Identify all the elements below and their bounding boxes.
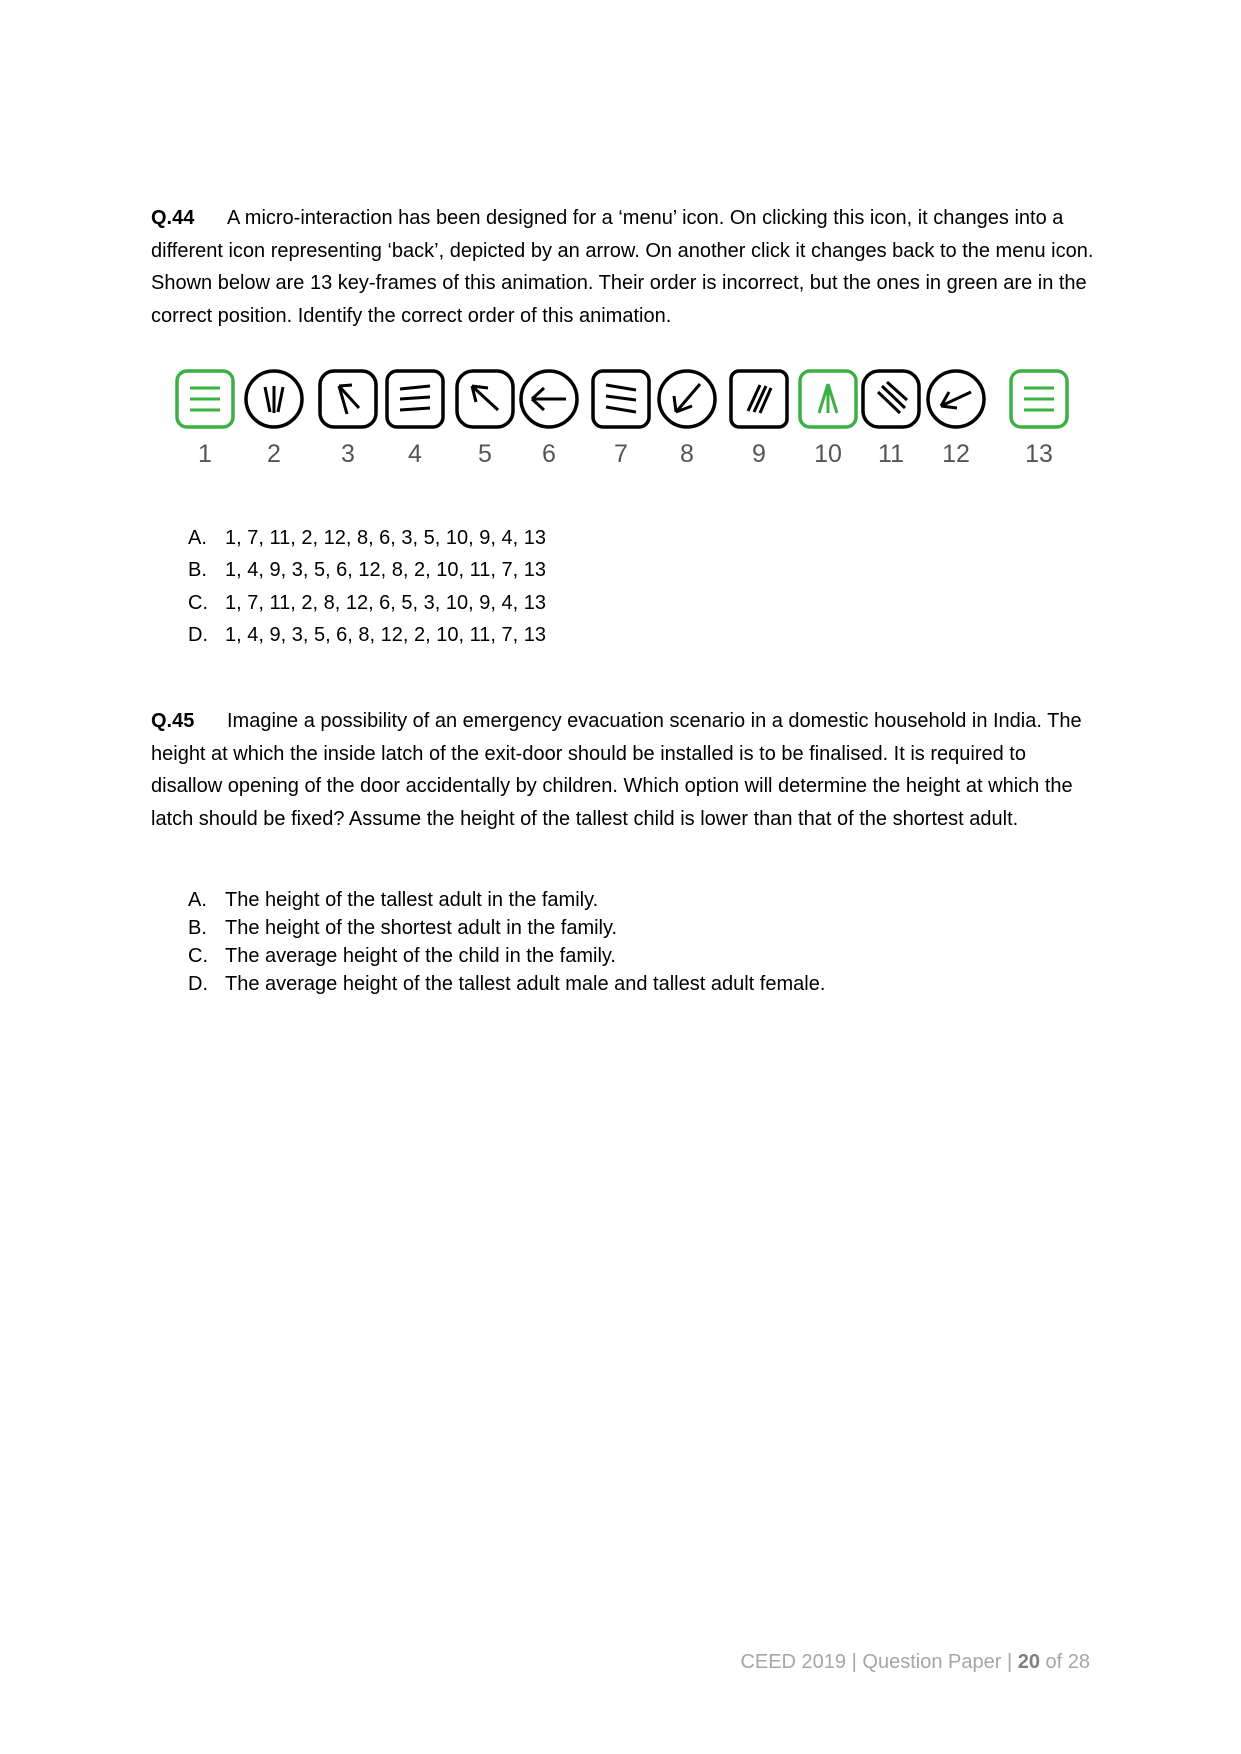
arrow-left-circle-icon — [925, 368, 987, 430]
keyframe-10 — [797, 368, 859, 468]
paper-name: Question Paper — [862, 1651, 1002, 1673]
keyframe-label: 10 — [814, 440, 842, 468]
menu-lines-icon — [1008, 368, 1070, 430]
option-letter: B. — [188, 559, 207, 582]
option-a[interactable] — [188, 522, 546, 554]
option-text: 1, 7, 11, 2, 12, 8, 6, 3, 5, 10, 9, 4, 13 — [225, 527, 546, 549]
option-text: The average height of the child in the family. — [225, 945, 616, 967]
keyframe-label: 6 — [542, 440, 556, 468]
question-44-options — [188, 522, 546, 652]
option-a[interactable] — [188, 886, 825, 914]
question-number: Q.44 — [151, 207, 195, 229]
option-d[interactable] — [188, 970, 825, 998]
option-text: 1, 7, 11, 2, 8, 12, 6, 5, 3, 10, 9, 4, 13 — [225, 591, 546, 614]
menu-lines-icon — [174, 368, 236, 430]
keyframe-11 — [860, 368, 922, 468]
keyframe-label: 4 — [408, 440, 422, 468]
keyframes-strip — [174, 368, 1074, 478]
vertical-lines-circle-icon — [243, 368, 305, 430]
exam-name: CEED 2019 — [740, 1651, 847, 1673]
footer-separator: | — [1006, 1651, 1013, 1673]
menu-lines-square-icon — [384, 368, 446, 430]
keyframe-label: 9 — [752, 440, 766, 468]
arrow-up-left-square-icon — [317, 368, 379, 430]
option-text: The average height of the tallest adult male and tallest adult female. — [225, 973, 826, 995]
page-number: 20 — [1017, 1651, 1040, 1673]
keyframe-label: 11 — [878, 440, 904, 468]
keyframe-8 — [656, 368, 718, 468]
keyframe-label: 1 — [198, 440, 212, 468]
keyframe-7 — [590, 368, 652, 468]
question-44 — [151, 202, 1099, 332]
option-text: The height of the tallest adult in the family. — [225, 889, 599, 911]
diagonal-lines-square-icon — [860, 368, 922, 430]
option-letter: A. — [188, 889, 207, 911]
arrow-down-left-circle-icon — [656, 368, 718, 430]
option-c[interactable] — [188, 587, 546, 619]
arrow-left-circle-icon — [518, 368, 580, 430]
keyframe-label: 5 — [478, 440, 492, 468]
footer-separator: | — [851, 1651, 857, 1673]
keyframe-9 — [728, 368, 790, 468]
option-d[interactable] — [188, 619, 546, 651]
option-letter: B. — [188, 917, 207, 939]
keyframe-label: 7 — [614, 440, 628, 468]
keyframe-4 — [384, 368, 446, 468]
question-text: Imagine a possibility of an emergency evacuation scenario in a domestic household in India. The height at which the inside latch of the exit-door should be installed is to be finalised. It is required to disallow opening of the door accidentally by children. Which option will determine the height at which the latch should be fixed? Assume the height of the tallest child is lower than that of the shortest adult. — [151, 710, 1082, 830]
keyframe-12 — [925, 368, 987, 468]
option-c[interactable] — [188, 942, 825, 970]
question-text: A micro-interaction has been designed for a ‘menu’ icon. On clicking this icon, it changes into a different icon representing ‘back’, depicted by an arrow. On another click it changes back to the menu icon. Shown below are 13 key-frames of this animation. Their order is incorrect, but the ones in green are in the correct position. Identify the correct order of this animation. — [151, 207, 1094, 327]
keyframe-3 — [317, 368, 379, 468]
option-text: 1, 4, 9, 3, 5, 6, 12, 8, 2, 10, 11, 7, 13 — [225, 559, 546, 582]
option-letter: A. — [188, 527, 207, 549]
option-letter: C. — [188, 591, 208, 614]
keyframe-label: 2 — [267, 440, 281, 468]
question-45-options — [188, 886, 825, 998]
spread-lines-icon — [797, 368, 859, 430]
menu-lines-tilted-square-icon — [590, 368, 652, 430]
keyframe-label: 3 — [341, 440, 355, 468]
keyframe-label: 13 — [1025, 440, 1053, 468]
option-letter: D. — [188, 973, 208, 995]
question-45 — [151, 705, 1099, 835]
option-text: The height of the shortest adult in the family. — [225, 917, 618, 939]
keyframe-label: 8 — [680, 440, 694, 468]
keyframe-2 — [243, 368, 305, 468]
option-text: 1, 4, 9, 3, 5, 6, 8, 12, 2, 10, 11, 7, 13 — [225, 624, 546, 647]
arrow-up-left-square-icon — [454, 368, 516, 430]
option-letter: D. — [188, 624, 208, 647]
option-b[interactable] — [188, 914, 825, 942]
keyframe-label: 12 — [942, 440, 970, 468]
keyframe-13 — [1008, 368, 1070, 468]
page-total: of 28 — [1045, 1651, 1090, 1673]
keyframe-6 — [518, 368, 580, 468]
option-b[interactable] — [188, 554, 546, 586]
keyframe-5 — [454, 368, 516, 468]
question-number: Q.45 — [151, 710, 195, 732]
slanted-lines-square-icon — [728, 368, 790, 430]
keyframe-1 — [174, 368, 236, 468]
option-letter: C. — [188, 945, 208, 967]
page-footer — [740, 1651, 1090, 1674]
